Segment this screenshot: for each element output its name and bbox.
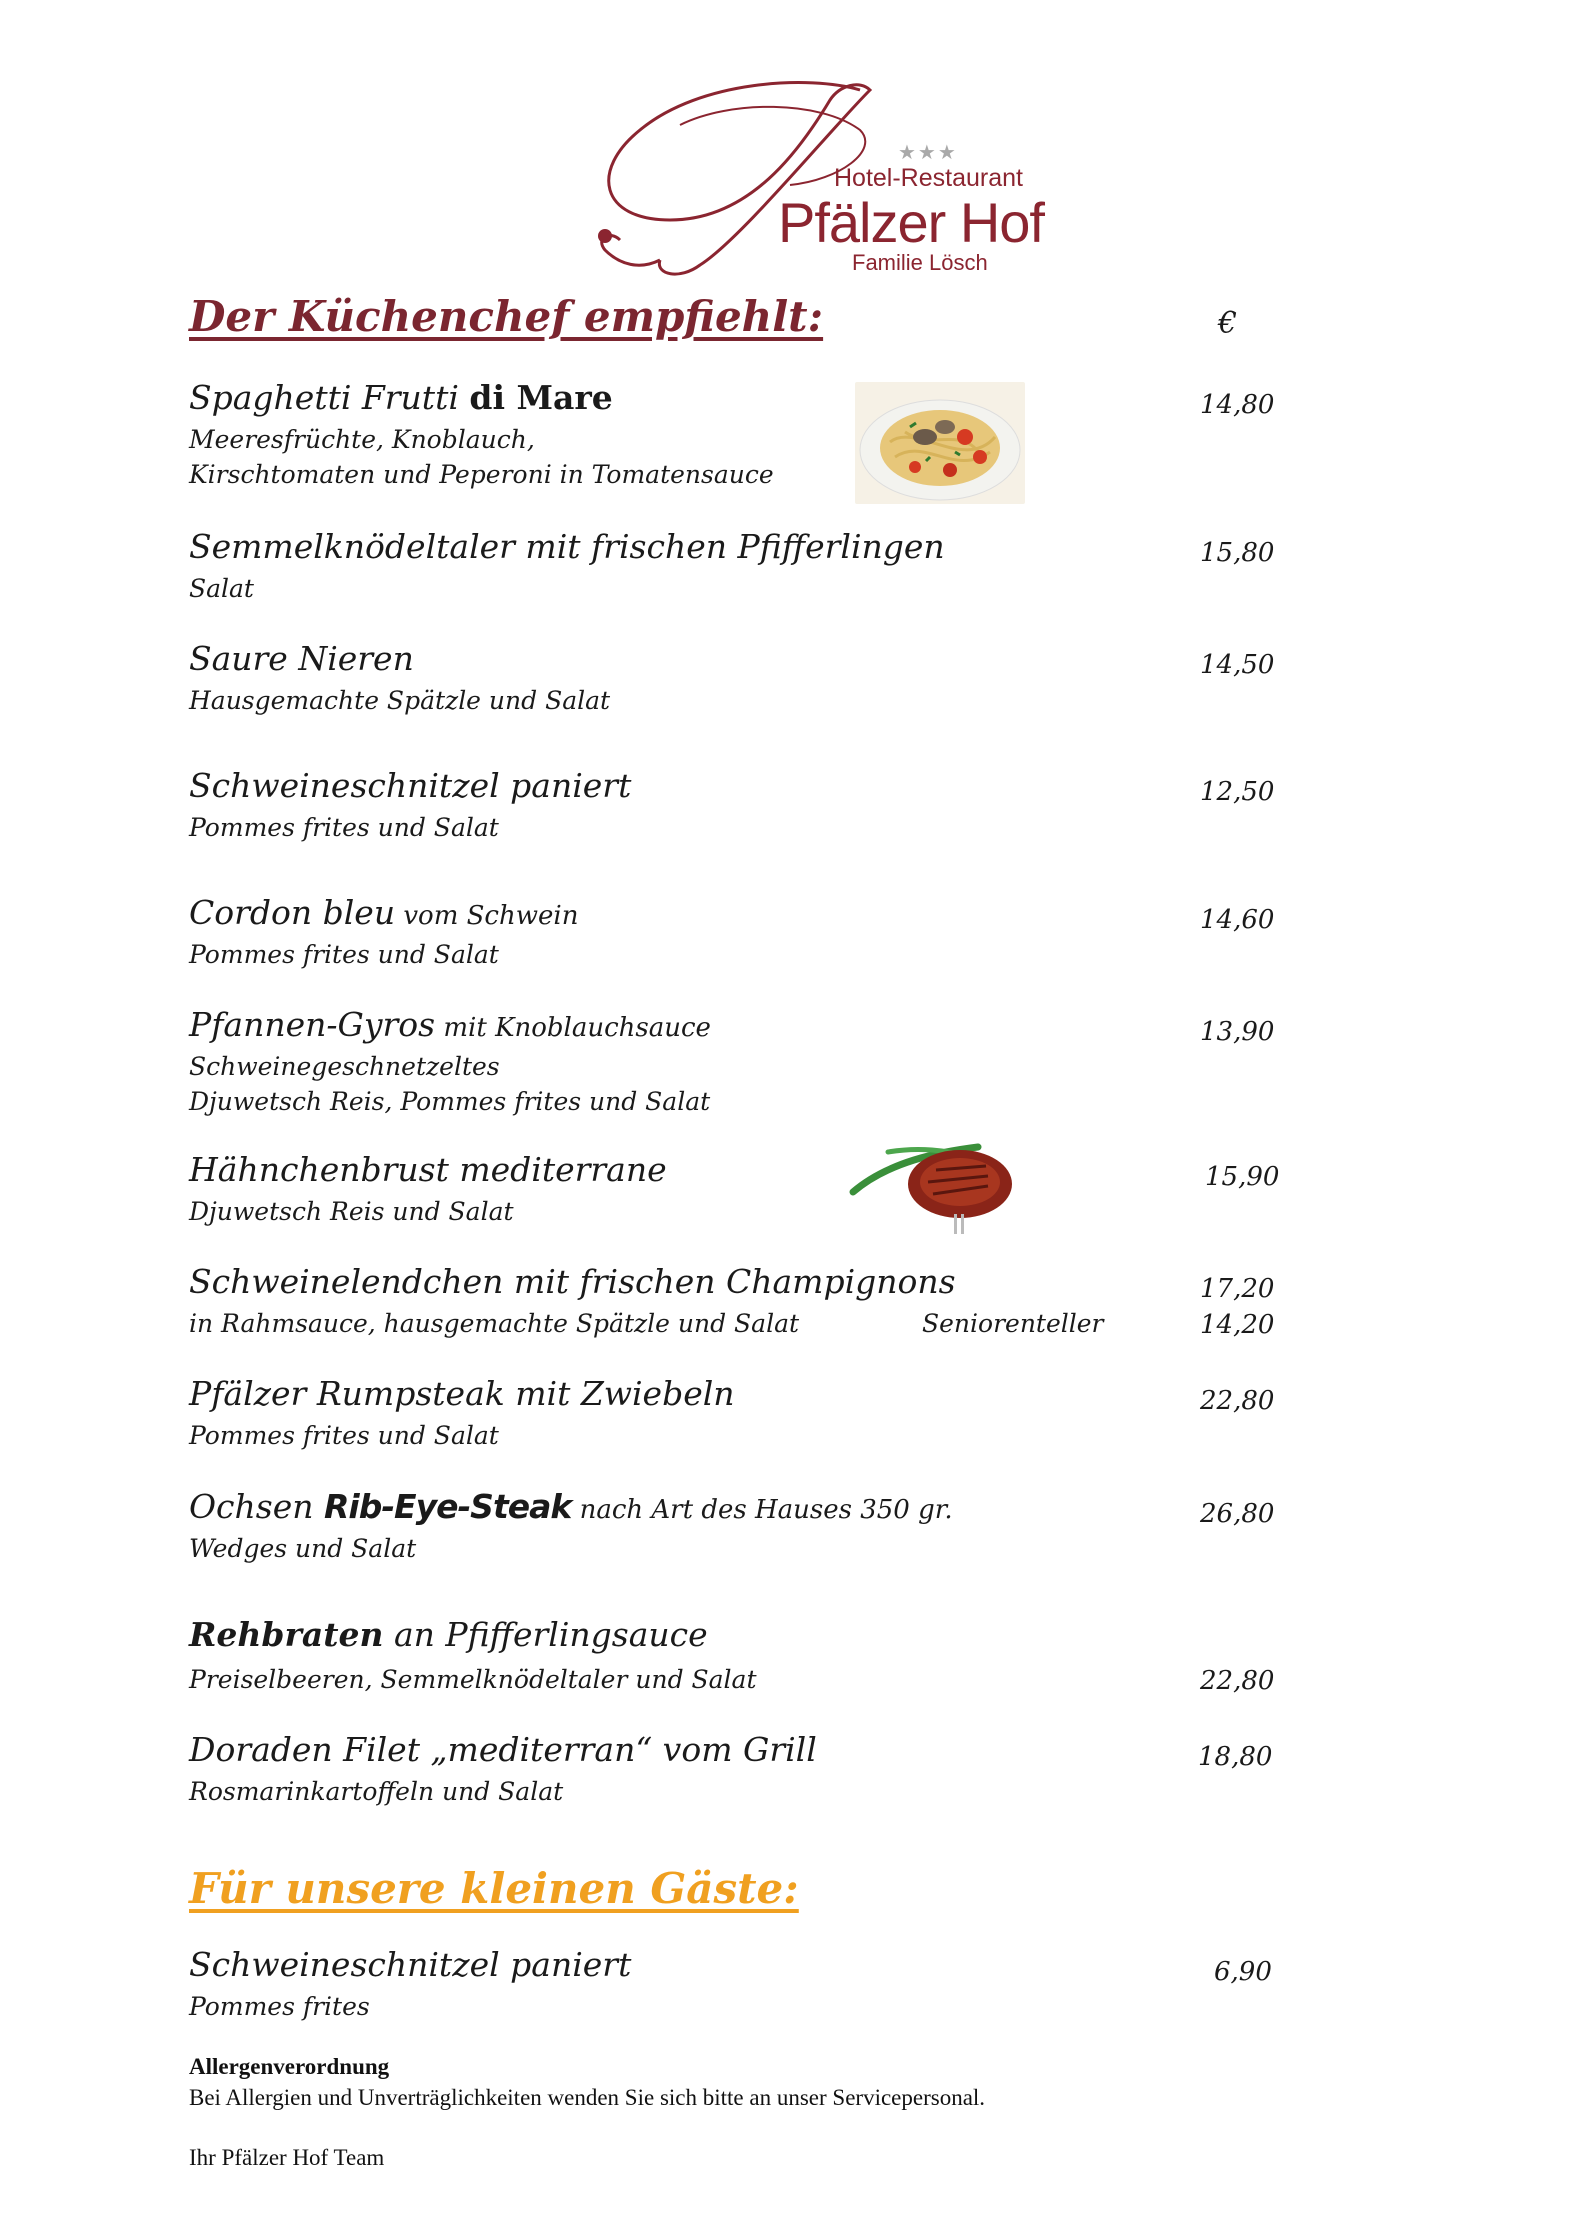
section-heading-kids: Für unsere kleinen Gäste: — [189, 1864, 799, 1913]
dish-price: 22,80 — [1200, 1386, 1275, 1416]
allergen-text: Bei Allergien und Unverträglichkeiten wenden Sie sich bitte an unser Servicepersonal. — [189, 2085, 986, 2110]
dish-description: Djuwetsch Reis und Salat — [189, 1197, 514, 1226]
currency-label: € — [1218, 306, 1238, 341]
dish-name-bold: Rehbraten — [189, 1615, 384, 1654]
grilled-chicken-photo — [848, 1122, 1028, 1234]
dish-name-part: Ochsen — [189, 1487, 324, 1526]
dish-description: Pommes frites und Salat — [189, 1421, 499, 1450]
dish-name-part: mit Knoblauchsauce — [435, 1013, 711, 1043]
dish-description: Schweinegeschnetzeltes — [189, 1052, 500, 1081]
dish-description: Hausgemachte Spätzle und Salat — [189, 686, 611, 715]
dish-price: 17,20 — [1200, 1274, 1275, 1304]
dish-name: Pfälzer Rumpsteak mit Zwiebeln — [189, 1374, 735, 1413]
dish-name-part: Cordon bleu — [189, 893, 396, 932]
dish-name — [189, 893, 578, 932]
dish-name-bold: Rib-Eye-Steak — [324, 1487, 572, 1526]
logo-family: Familie Lösch — [852, 250, 988, 275]
dish-description: Wedges und Salat — [189, 1534, 417, 1563]
logo-subtitle: Hotel-Restaurant — [834, 164, 1023, 192]
allergen-title: Allergenverordnung — [189, 2054, 390, 2079]
senior-plate-label: Seniorenteller — [922, 1309, 1104, 1338]
dish-name-part: Pfannen-Gyros — [189, 1005, 436, 1044]
dish-name: Saure Nieren — [189, 639, 414, 678]
dish-price: 13,90 — [1200, 1017, 1275, 1047]
dish-name: Schweineschnitzel paniert — [189, 766, 632, 805]
dish-description: Djuwetsch Reis, Pommes frites und Salat — [189, 1087, 711, 1116]
dish-price: 12,50 — [1200, 777, 1275, 807]
signature: Ihr Pfälzer Hof Team — [189, 2145, 385, 2170]
dish-price: 18,80 — [1198, 1742, 1273, 1772]
dish-price: 22,80 — [1200, 1666, 1275, 1696]
dish-name — [189, 378, 613, 417]
dish-price: 6,90 — [1214, 1957, 1272, 1987]
dish-description: Kirschtomaten und Peperoni in Tomatensauce — [189, 460, 774, 489]
dish-description: Salat — [189, 574, 254, 603]
dish-name: Schweinelendchen mit frischen Champignons — [189, 1262, 956, 1301]
dish-name-bold: di Mare — [469, 378, 613, 417]
dish-description: Pommes frites — [189, 1992, 370, 2021]
dish-name — [189, 1615, 708, 1654]
dish-name: Schweineschnitzel paniert — [189, 1945, 632, 1984]
dish-price: 15,90 — [1205, 1162, 1280, 1192]
pasta-seafood-photo — [855, 382, 1025, 504]
dish-price: 15,80 — [1200, 538, 1275, 568]
section-heading-chef: Der Küchenchef empfiehlt: — [189, 292, 824, 341]
dish-description: Preiselbeeren, Semmelknödeltaler und Salat — [189, 1665, 757, 1694]
dish-name: Semmelknödeltaler mit frischen Pfifferlingen — [189, 527, 945, 566]
dish-description: Pommes frites und Salat — [189, 940, 499, 969]
dish-description: Pommes frites und Salat — [189, 813, 499, 842]
dish-description: Rosmarinkartoffeln und Salat — [189, 1777, 564, 1806]
senior-price: 14,20 — [1200, 1310, 1275, 1340]
dish-description: Meeresfrüchte, Knoblauch, — [189, 425, 535, 454]
dish-price: 14,80 — [1200, 390, 1275, 420]
dish-name — [189, 1005, 711, 1044]
rating-stars: ★★★ — [898, 142, 958, 164]
logo-name: Pfälzer Hof — [778, 191, 1044, 254]
dish-name-part: Spaghetti Frutti — [189, 378, 470, 417]
dish-price: 26,80 — [1200, 1499, 1275, 1529]
dish-name-part: an Pfifferlingsauce — [383, 1615, 708, 1654]
dish-name: Doraden Filet „mediterran“ vom Grill — [189, 1730, 817, 1769]
dish-description: in Rahmsauce, hausgemachte Spätzle und Salat — [189, 1309, 800, 1338]
dish-name: Hähnchenbrust mediterrane — [189, 1150, 667, 1189]
dish-name-part: nach Art des Hauses 350 gr. — [571, 1495, 953, 1525]
dish-price: 14,50 — [1200, 650, 1275, 680]
dish-name-part: vom Schwein — [395, 901, 579, 931]
dish-price: 14,60 — [1200, 905, 1275, 935]
dish-name — [189, 1487, 953, 1526]
